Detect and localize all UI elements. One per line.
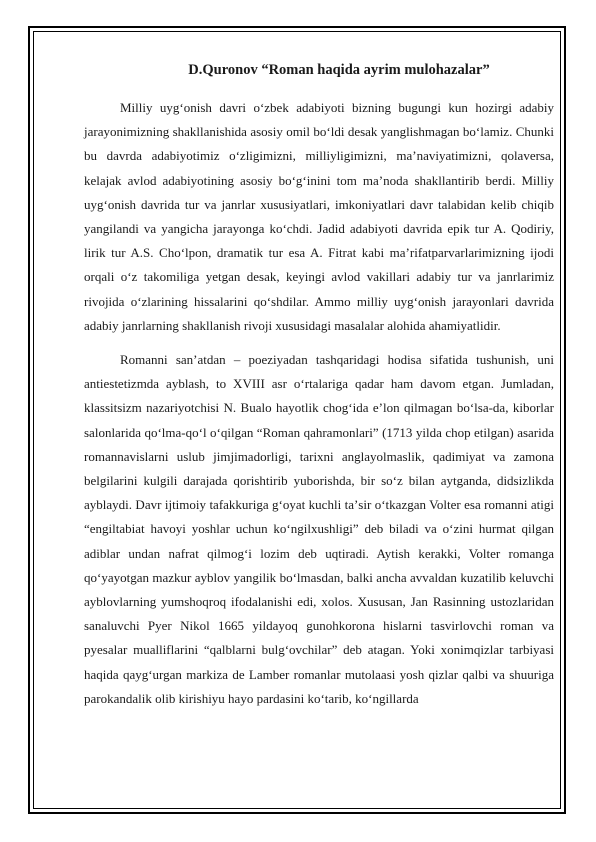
paragraph-2: Romanni sanʼatdan – poeziyadan tashqaridagi hodisa sifatida tushunish, uni antiestetizmda ayblash, to XVIII asr oʻrtalariga qadar ham davom etgan. Jumladan, klassitsizm nazariyotchisi N. Bualo hayotlik chogʻida eʼlon qilmagan boʻlsa-da, kiborlar salonlarida qoʻlma-qoʻl oʻqilgan “Roman qahramonlari” (1713 yilda chop etilgan) asarida romannavislarni uslub jimjimadorligi, tarixni anglayolmaslik, qadimiyat va zamona belgilarini kulgili darajada qorishtirib yuborishda, bir soʻz bilan aytganda, didsizlikda ayblaydi. Davr ijtimoiy tafakkuriga gʻoyat kuchli taʼsir oʻtkazgan Volter esa romanni atigi “engiltabiat havoyi yoshlar uchun koʻngilxushligi” deb biladi va oʻzini hurmat qilgan adiblar undan nafrat qilmogʻi lozim deb uqtiradi. Aytish kerakki, Volter romanga qoʻyayotgan mazkur ayblov yangilik boʻlmasdan, balki ancha avvaldan kuzatilib keluvchi ayblovlarning yumshoqroq ifodalanishi edi, xolos. Xususan, Jan Rasinning ustozlaridan sanaluvchi Pyer Nikol 1665 yildayoq gunohkorona hislarni tasvirlovchi roman va pyesalar mualliflarini “qalblarni bulgʻovchilar” deb atagan. Yoki xonimqizlar tarbiyasi haqida qaygʻurgan markiza de Lamber romanlar mutolaasi yosh qizlar qalbi va shuuriga parokandalik olib kirishiyu hayo pardasini koʻtarib, koʻngillarda xyxy=(84,352,554,706)
document-body xyxy=(84,60,554,721)
document-title: D.Quronov “Roman haqida ayrim mulohazalar” xyxy=(188,62,490,78)
paragraph-1: Milliy uygʻonish davri oʻzbek adabiyoti bizning bugungi kun hozirgi adabiy jarayonimizning shakllanishida asosiy omil boʻldi desak yanglishmagan boʻlamiz. Chunki bu davrda adabiyotimiz oʻzligimizni, milliyligimizni, maʼnaviyatimizni, qolaversa, kelajak avlod adabiyotining asosiy boʻgʻinini tom maʼnoda shakllantirib berdi. Milliy uygʻonish davrida tur va janrlar xususiyatlari, imkoniyatlari davr talabidan kelib chiqib yangilandi va yangicha jarayonga koʻchdi. Jadid adabiyoti davrida epik tur A. Qodiriy, lirik tur A.S. Choʻlpon, dramatik tur esa A. Fitrat kabi maʼrifatparvarlarimizning ijodi orqali oʻz takomiliga yetgan desak, keyingi avlod vakillari adabiy tur va janrlarimiz rivojida oʻzlarining hissalarini qoʻshdilar. Ammo milliy uygʻonish jarayonlari davrida adabiy janrlarning shakllanish rivoji xususidagi masalalar alohida ahamiyatlidir. xyxy=(84,100,554,333)
